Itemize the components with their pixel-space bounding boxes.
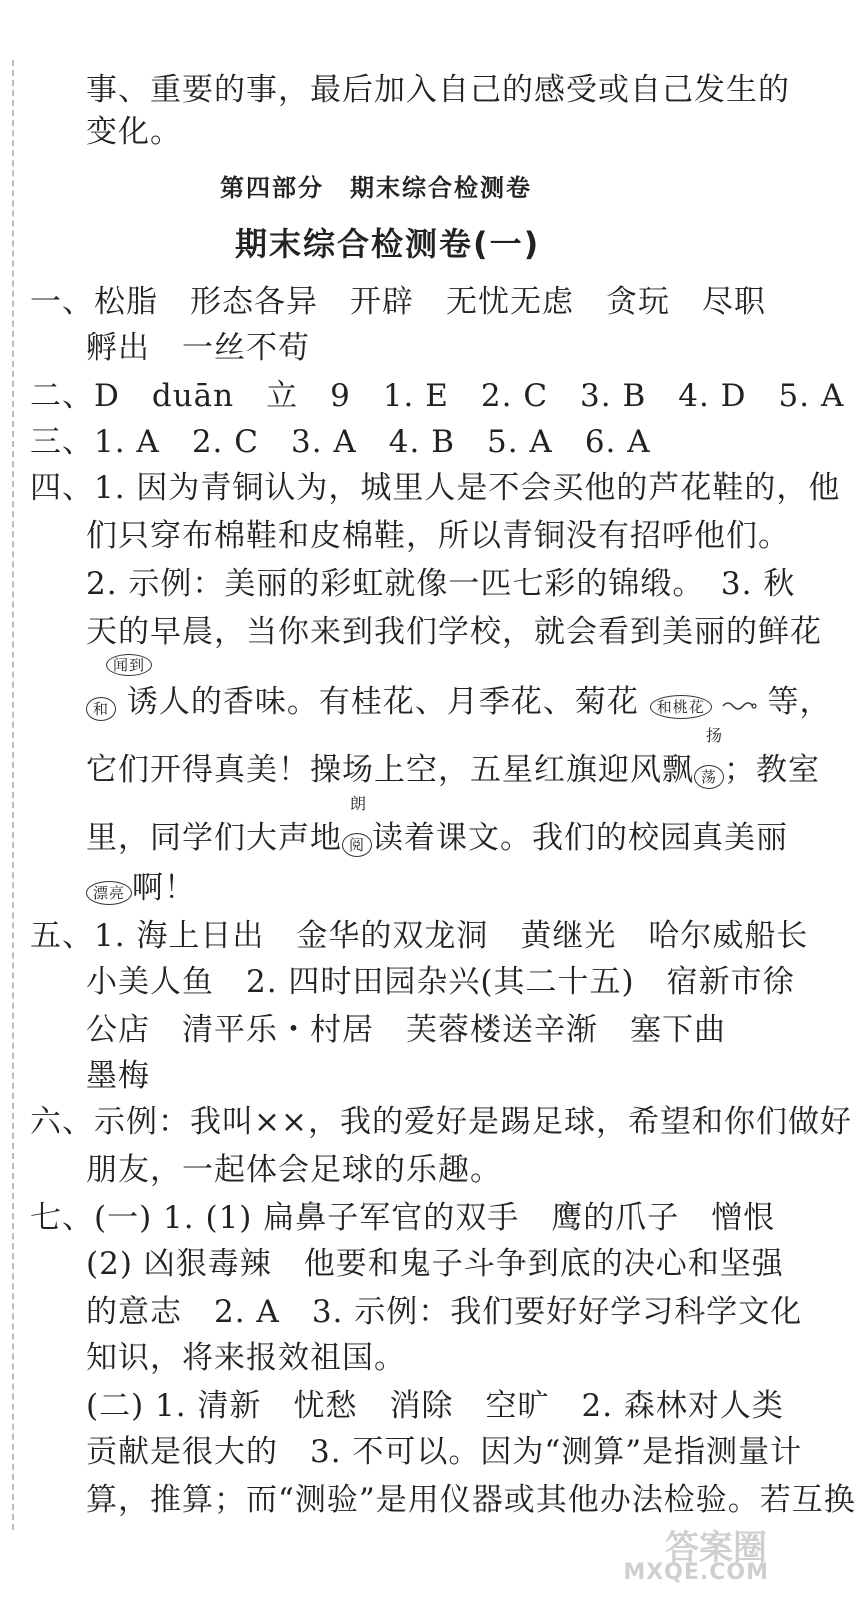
answer-3: 三、1. A 2. C 3. A 4. B 5. A 6. A (30, 424, 651, 460)
text-segment: 读着课文。我们的校园真美丽 (372, 820, 789, 856)
answer-5-cont: 公店 清平乐・村居 芙蓉楼送辛渐 塞下曲 (86, 1012, 726, 1048)
text-segment: 啊！ (132, 870, 197, 906)
answer-6-cont: 朋友，一起体会足球的乐趣。 (86, 1152, 502, 1188)
answer-4-cont: 们只穿布棉鞋和皮棉鞋，所以青铜没有招呼他们。 (86, 518, 790, 554)
inserted-word: 和桃花 (650, 695, 712, 719)
answer-6: 六、示例：我叫××，我的爱好是踢足球，希望和你们做好 (30, 1104, 852, 1140)
correction-mark (86, 655, 146, 726)
insert-mark-icon (723, 697, 757, 711)
correction-mark (694, 725, 724, 794)
answer-4-cont: 天的早晨，当你来到我们学校，就会看到美丽的鲜花 (86, 614, 822, 650)
answer-5-cont: 墨梅 (86, 1058, 150, 1094)
answer-7: 七、(一) 1. (1) 扁鼻子军官的双手 鹰的爪子 憎恨 (30, 1200, 776, 1236)
correction-line (86, 725, 821, 794)
circled-word: 荡 (694, 765, 724, 789)
section-heading: 第四部分 期末综合检测卷 (220, 174, 532, 202)
binding-margin-line (12, 60, 14, 1530)
circled-word: 和 (86, 697, 116, 721)
text-segment: 诱人的香味。有桂花、月季花、菊花 (126, 684, 639, 720)
correction-mark (342, 793, 372, 862)
answer-7-cont: 知识，将来报效祖国。 (86, 1340, 406, 1376)
text-segment: 等， (767, 684, 832, 720)
inserted-word: 朗 (350, 793, 368, 813)
answer-1: 一、松脂 形态各异 开辟 无忧无虑 贪玩 尽职 (30, 284, 766, 320)
answer-1-cont: 孵出 一丝不苟 (86, 330, 310, 366)
correction-line (86, 866, 196, 910)
answer-7-part2: (二) 1. 清新 忧愁 消除 空旷 2. 森林对人类 (86, 1388, 784, 1424)
answer-4: 四、1. 因为青铜认为，城里人是不会买他的芦花鞋的，他 (30, 470, 841, 506)
correction-line (86, 655, 832, 726)
site-watermark (577, 1520, 777, 1590)
text-segment: ；教室 (724, 752, 821, 788)
text-segment: 里，同学们大声地 (86, 820, 342, 856)
watermark-url: MXQE.COM (623, 1560, 769, 1585)
watermark-logo-text: 答案圈 (665, 1528, 767, 1568)
answer-7-cont: (2) 凶狠毒辣 他要和鬼子斗争到底的决心和坚强 (86, 1246, 784, 1282)
answer-7-part2-cont: 贡献是很大的 3. 不可以。因为“测算”是指测量计 (86, 1434, 803, 1470)
circled-word: 阅 (342, 833, 372, 857)
text-segment: 它们开得真美！操场上空，五星红旗迎风飘 (86, 752, 694, 788)
answer-5-cont: 小美人鱼 2. 四时田园杂兴(其二十五) 宿新市徐 (86, 964, 795, 1000)
answer-7-cont: 的意志 2. A 3. 示例：我们要好好学习科学文化 (86, 1294, 803, 1330)
answer-7-part2-cont: 算，推算；而“测验”是用仪器或其他办法检验。若互换 (86, 1482, 856, 1518)
answer-4-cont: 2. 示例：美丽的彩虹就像一匹七彩的锦缎。 3. 秋 (86, 566, 796, 602)
page-title: 期末综合检测卷(一) (235, 225, 541, 263)
answer-2: 二、D duān 立 9 1. E 2. C 3. B 4. D 5. A (30, 378, 845, 414)
inserted-word: 扬 (706, 725, 724, 745)
answer-5: 五、1. 海上日出 金华的双龙洞 黄继光 哈尔威船长 (30, 918, 809, 954)
inserted-word: 闻到 (106, 654, 152, 676)
circled-word: 漂亮 (86, 881, 132, 905)
correction-line (86, 793, 789, 862)
text-line: 事、重要的事，最后加入自己的感受或自己发生的 (86, 72, 790, 108)
text-line: 变化。 (86, 114, 182, 150)
